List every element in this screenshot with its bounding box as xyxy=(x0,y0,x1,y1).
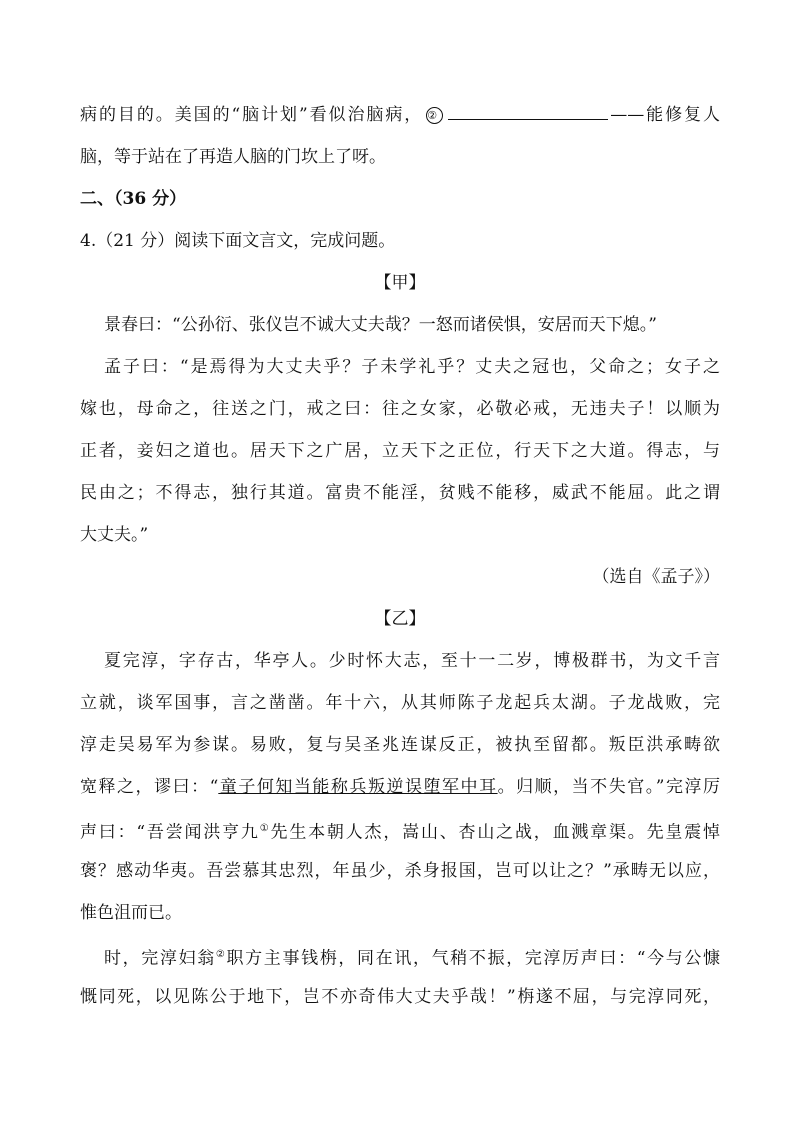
intro-text-b: ——能修复人 xyxy=(610,105,720,125)
passage-text: 。归顺，当不失官。”完淳厉 xyxy=(497,777,720,797)
passage-yi-title: 【乙】 xyxy=(374,609,426,629)
passage-jia-line: 嫁也，母命之，往送之门，戒之曰：往之女家，必敬必戒，无违夫子！以顺为 xyxy=(80,399,720,419)
passage-yi-line: 慨同死，以见陈公于地下，岂不亦奇伟大丈夫乎哉！”栴遂不屈，与完淳同死， xyxy=(80,987,720,1007)
passage-text: 声曰：“吾尝闻洪亨九 xyxy=(80,822,260,843)
passage-jia-line: 大丈夫。” xyxy=(80,525,149,545)
passage-jia-line: 民由之；不得志，独行其道。富贵不能淫，贫贱不能移，威武不能屈。此之谓 xyxy=(80,483,720,503)
answer-blank[interactable] xyxy=(448,103,608,120)
section-2-title: 二、（36 分） xyxy=(80,189,187,209)
footnote-marker-2: ② xyxy=(215,949,227,960)
passage-jia-line: 孟子曰：“是焉得为大丈夫乎？子未学礼乎？丈夫之冠也，父命之；女子之 xyxy=(104,357,720,377)
passage-jia-title: 【甲】 xyxy=(374,273,426,293)
underlined-sentence: 童子何知当能称兵叛逆误堕军中耳 xyxy=(218,777,498,797)
passage-yi-line xyxy=(80,774,720,800)
intro-text-a: 病的目的。美国的“脑计划”看似治脑病， xyxy=(80,105,424,125)
passage-yi-line: 淳走吴易军为参谋。易败，复与吴圣兆连谋反正，被执至留都。叛臣洪承畴欲 xyxy=(80,735,720,755)
passage-text: 先生本朝人杰，嵩山、杏山之战，血溅章渠。先皇震悼 xyxy=(270,822,721,843)
circled-number: ② xyxy=(426,107,443,124)
passage-jia-source: （选自《孟子》） xyxy=(592,567,720,587)
footnote-marker-1: ① xyxy=(259,823,271,834)
passage-yi-line: 惟色沮而已。 xyxy=(80,903,182,923)
passage-yi-line: 褒？感动华夷。吾尝慕其忠烈，年虽少，杀身报国，岂可以让之？”承畴无以应， xyxy=(80,861,720,881)
passage-jia-line: 景春曰：“公孙衍、张仪岂不诚大丈夫哉？一怒而诸侯惧，安居而天下熄。” xyxy=(104,315,657,335)
intro-line-2: 脑，等于站在了再造人脑的门坎上了呀。 xyxy=(80,147,386,167)
question-4-heading: 4.（21 分）阅读下面文言文，完成问题。 xyxy=(80,231,396,251)
passage-yi-line: 夏完淳，字存古，华亭人。少时怀大志，至十一二岁，博极群书，为文千言 xyxy=(104,651,720,671)
passage-yi-line: 立就，谈军国事，言之凿凿。年十六，从其师陈子龙起兵太湖。子龙战败，完 xyxy=(80,693,720,713)
passage-text: 时，完淳妇翁 xyxy=(104,948,216,969)
passage-text: 职方主事钱栴，同在讯，气稍不振，完淳厉声曰：“今与公慷 xyxy=(226,948,721,969)
passage-yi-line xyxy=(80,816,720,842)
intro-line-1 xyxy=(80,102,720,128)
passage-yi-line xyxy=(104,942,720,968)
passage-text: 宽释之，谬曰：“ xyxy=(80,777,219,797)
passage-jia-line: 正者，妾妇之道也。居天下之广居，立天下之正位，行天下之大道。得志，与 xyxy=(80,441,720,461)
